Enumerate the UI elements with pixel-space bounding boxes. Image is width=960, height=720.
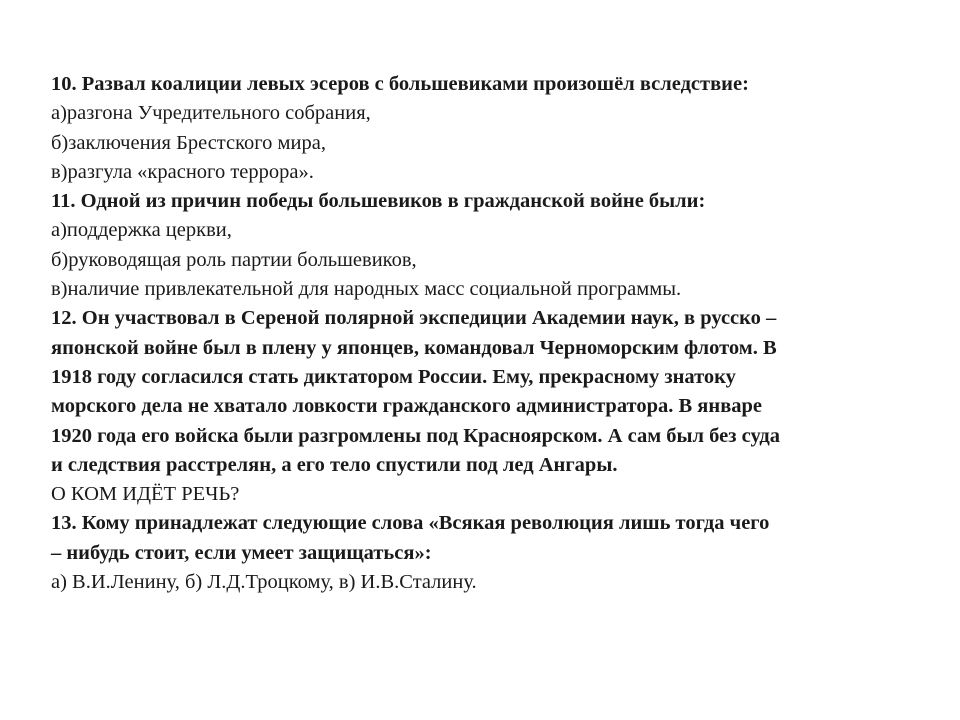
question-10-option-b: б)заключения Брестского мира, (51, 131, 326, 154)
question-11-option-c: в)наличие привлекательной для народных масс социальной программы. (51, 278, 682, 301)
question-11-option-b: б)руководящая роль партии большевиков, (51, 248, 417, 271)
question-13-line-2: – нибудь стоит, если умеет защищаться»: (51, 541, 432, 564)
question-13-answers: а) В.И.Ленину, б) Л.Д.Троцкому, в) И.В.Сталину. (51, 571, 477, 594)
question-12-line-4: морского дела не хватало ловкости гражданского администратора. В январе (51, 395, 763, 418)
question-10: 10. Развал коалиции левых эсеров с большевиками произошёл вследствие: (51, 73, 749, 95)
question-12-line-1: 12. Он участвовал в Сереной полярной экспедиции Академии наук, в русско – (51, 307, 777, 330)
question-12-line-6: и следствия расстрелян, а его тело спустили под лед Ангары. (51, 453, 618, 476)
question-13-line-1: 13. Кому принадлежат следующие слова «Всякая революция лишь тогда чего (51, 512, 770, 535)
question-12-line-5: 1920 года его войска были разгромлены под Красноярском. А сам был без суда (51, 424, 781, 447)
question-12-line-2: японской войне был в плену у японцев, командовал Черноморским флотом. В (51, 336, 777, 359)
question-11-option-a: а)поддержка церкви, (51, 219, 232, 242)
slide-text (51, 70, 921, 597)
question-10-option-c: в)разгула «красного террора». (51, 160, 314, 183)
question-10-option-a: а)разгона Учредительного собрания, (51, 102, 371, 125)
question-12-line-3: 1918 году согласился стать диктатором России. Ему, прекрасному знатоку (51, 365, 736, 388)
question-12-prompt: О КОМ ИДЁТ РЕЧЬ? (51, 483, 240, 506)
question-11: 11. Одной из причин победы большевиков в гражданской войне были: (51, 190, 706, 213)
